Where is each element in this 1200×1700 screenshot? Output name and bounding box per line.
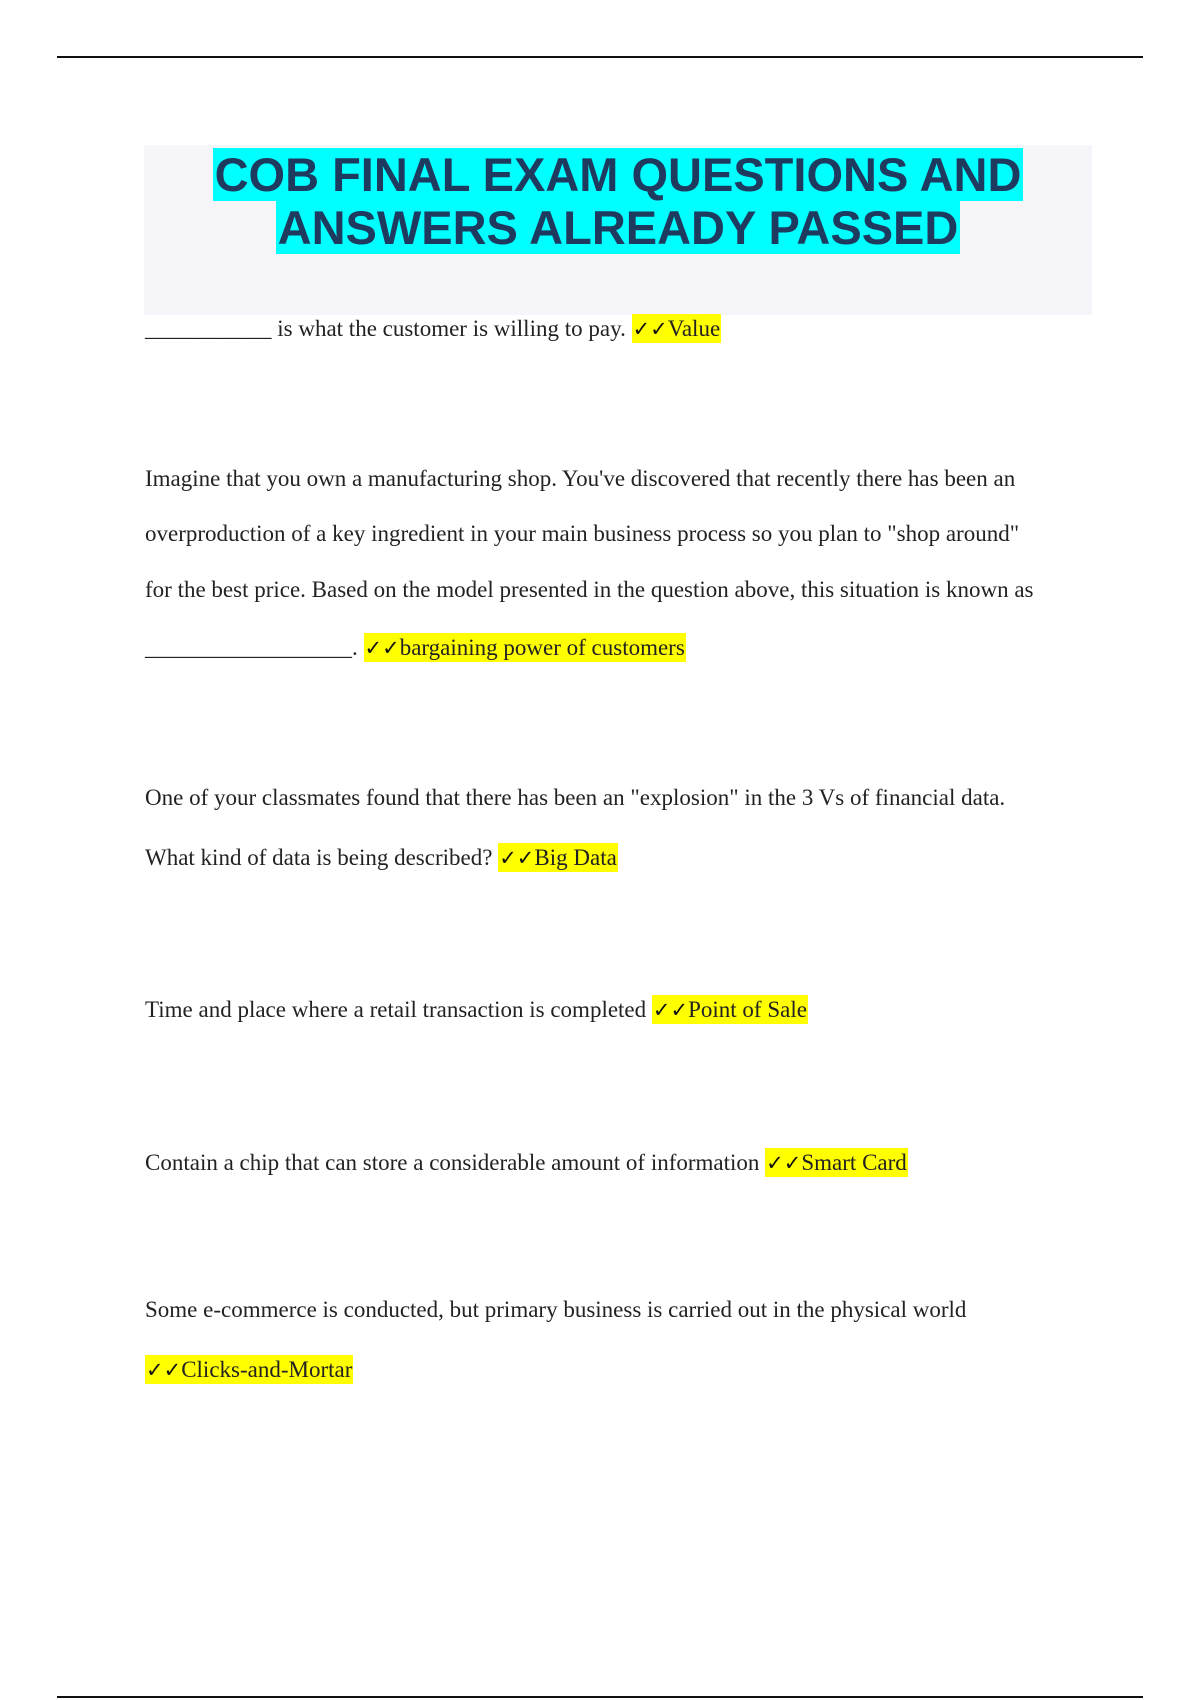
checkmark-icon: ✓✓ [766,1151,802,1175]
question-2-line-4 [145,635,686,661]
answer-highlight [498,843,618,872]
question-2-line-1: Imagine that you own a manufacturing shop. You've discovered that recently there has been an [145,466,1016,491]
answer-text: Clicks-and-Mortar [181,1357,353,1382]
checkmark-icon: ✓✓ [632,317,668,341]
question-6-line-2 [145,1357,353,1383]
title-block [144,145,1092,315]
question-text: What kind of data is being described? [145,845,493,870]
checkmark-icon: ✓✓ [652,998,689,1022]
question-3-line-1: One of your classmates found that there has been an "explosion" in the 3 Vs of financial data. [145,785,1006,810]
answer-text: Smart Card [801,1150,907,1175]
document-title-line-2: ANSWERS ALREADY PASSED [277,201,959,254]
answer-highlight [652,995,808,1024]
question-text: ___________ is what the customer is willing to pay. [145,316,626,341]
answer-text: Big Data [534,845,617,870]
question-2-line-3: for the best price. Based on the model presented in the question above, this situation is known as [145,577,1034,602]
document-title-line-1: COB FINAL EXAM QUESTIONS AND [214,148,1022,201]
question-3-line-2 [145,845,618,871]
answer-text: bargaining power of customers [399,635,685,660]
bottom-rule [57,1696,1143,1698]
answer-highlight [364,633,686,662]
checkmark-icon: ✓✓ [146,1358,182,1382]
question-4-line-1 [145,997,808,1023]
top-rule [57,56,1143,58]
question-2-line-2: overproduction of a key ingredient in your main business process so you plan to "shop around" [145,521,1020,546]
question-text: Contain a chip that can store a considerable amount of information [145,1150,760,1175]
question-text: __________________. [145,635,358,660]
checkmark-icon: ✓✓ [364,636,400,660]
question-1-line-1 [145,316,721,342]
answer-highlight [145,1355,353,1384]
answer-highlight [632,314,722,343]
answer-text: Value [667,316,721,341]
question-text: Time and place where a retail transaction is completed [145,997,647,1022]
question-5-line-1 [145,1150,908,1176]
checkmark-icon: ✓✓ [499,846,535,870]
question-6-line-1: Some e-commerce is conducted, but primary business is carried out in the physical world [145,1297,967,1322]
answer-highlight [765,1148,908,1177]
answer-text: Point of Sale [688,997,807,1022]
